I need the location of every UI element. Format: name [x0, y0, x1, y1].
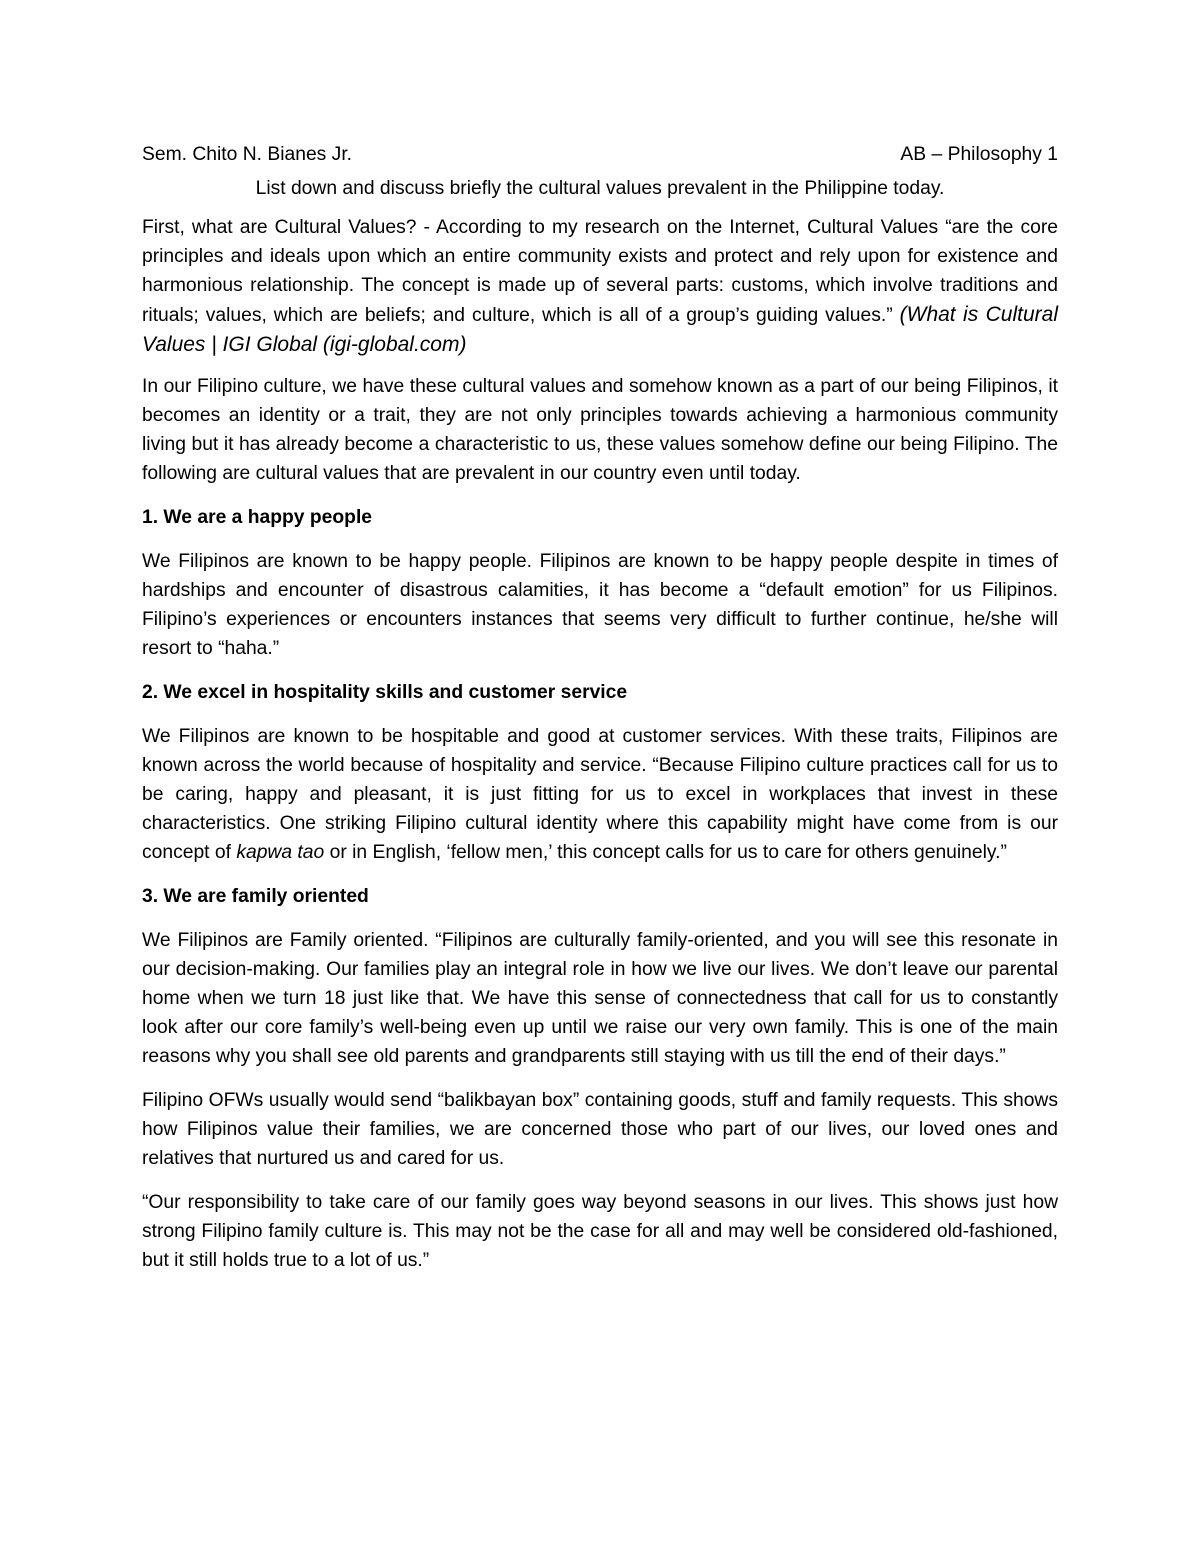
- intro-text: First, what are Cultural Values? - According to my research on the Internet, Cultural Values “are the core principles and ideals upon which an entire community exists and protect and rely upon for existence and harmonious relationship. The concept is made up of several parts: customs, which involve traditions and rituals; values, which are beliefs; and culture, which is all of a group’s guiding values.”: [142, 217, 1058, 326]
- kapwa-tao-term: kapwa tao: [236, 842, 325, 863]
- context-paragraph: In our Filipino culture, we have these cultural values and somehow known as a part of our being Filipinos, it becomes an identity or a trait, they are not only principles towards achieving a harmonious community living but it has already become a characteristic to us, these values somehow define our being Filipino. The following are cultural values that are prevalent in our country even until today.: [142, 376, 1058, 484]
- section-paragraph-family-1: We Filipinos are Family oriented. “Filipinos are culturally family-oriented, and you will see this resonate in our decision-making. Our families play an integral role in how we live our lives. We don’t leave our parental home when we turn 18 just like that. We have this sense of connectedness that call for us to constantly look after our core family’s well-being even up until we raise our very own family. This is one of the main reasons why you shall see old parents and grandparents still staying with us till the end of their days.”: [142, 930, 1058, 1067]
- author-name: Sem. Chito N. Bianes Jr.: [142, 144, 353, 165]
- hospitality-text-before: We Filipinos are known to be hospitable and good at customer services. With these traits, Filipinos are known across the world because of hospitality and service. “Because Filipino culture practices call for us to be caring, happy and pleasant, it is just fitting for us to excel in workplaces that invest in these characteristics. One striking Filipino cultural identity where this capability might have come from is our concept of: [142, 726, 1058, 863]
- section-heading-family: 3. We are family oriented: [142, 886, 369, 907]
- section-paragraph-hospitality: [142, 722, 1058, 867]
- assignment-prompt: List down and discuss briefly the cultural values prevalent in the Philippine today.: [255, 178, 945, 199]
- document-page: [142, 140, 1058, 1290]
- course-name: AB – Philosophy 1: [900, 144, 1058, 165]
- section-heading-hospitality: 2. We excel in hospitality skills and customer service: [142, 682, 628, 703]
- hospitality-text-after: or in English, ‘fellow men,’ this concept calls for us to care for others genuinely.”: [324, 842, 1007, 863]
- document-header: [142, 140, 1058, 174]
- section-paragraph-family-3: “Our responsibility to take care of our family goes way beyond seasons in our lives. This shows just how strong Filipino family culture is. This may not be the case for all and may well be considered old-fashioned, but it still holds true to a lot of us.”: [142, 1192, 1058, 1271]
- section-paragraph-happy: We Filipinos are known to be happy people. Filipinos are known to be happy people despite in times of hardships and encounter of disastrous calamities, it has become a “default emotion” for us Filipinos. Filipino’s experiences or encounters instances that seems very difficult to further continue, he/she will resort to “haha.”: [142, 551, 1058, 659]
- intro-citation: (What is Cultural Values | IGI Global (igi-global.com): [142, 303, 1059, 356]
- section-heading-happy: 1. We are a happy people: [142, 507, 373, 528]
- section-paragraph-family-2: Filipino OFWs usually would send “balikbayan box” containing goods, stuff and family requests. This shows how Filipinos value their families, we are concerned those who part of our lives, our loved ones and relatives that nurtured us and cared for us.: [142, 1090, 1058, 1169]
- intro-paragraph: [142, 213, 1058, 360]
